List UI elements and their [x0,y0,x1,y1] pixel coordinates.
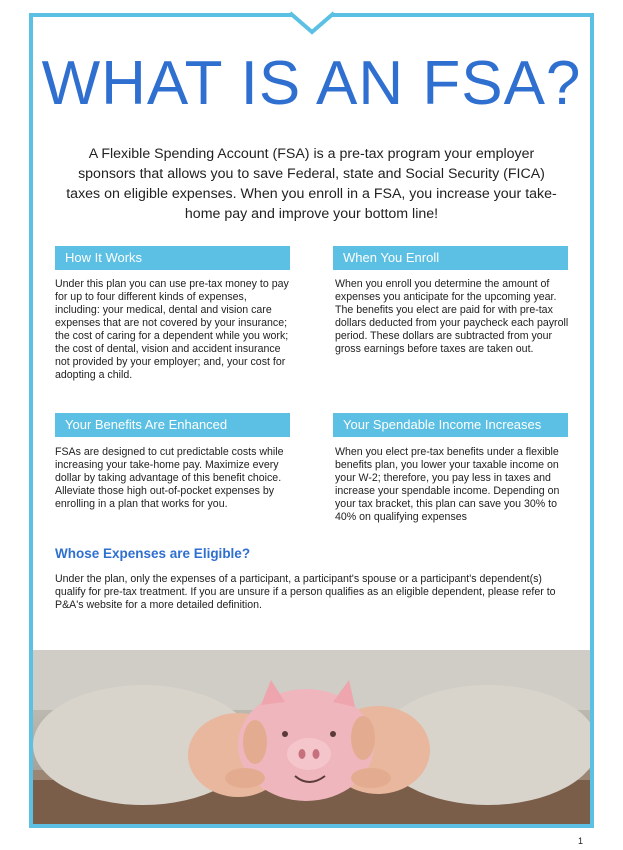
page-title: WHAT IS AN FSA? [41,49,582,118]
page-number: 1 [577,836,583,846]
piggy-bank-photo [33,650,590,824]
eligible-paragraph: Under the plan, only the expenses of a participant, a participant's spouse or a participant's dependent(s) qualify for pre-tax treatment. If you are unsure if a person qualifies as an eligible dependent, please refer to P&A's website for a more detailed definition. [55,573,556,611]
section-heading-benefits-enhanced: Your Benefits Are Enhanced [55,413,290,437]
piggy-bank-illustration [33,650,590,824]
section-body-how-it-works: Under this plan you can use pre-tax money to pay for up to four different kinds of expenses, including: your medical, dental and vision care expenses that are not covered by your insurance; the cost of caring for a dependent while you work; the cost of dental, vision and accident insurance not provided by your employer; and, your cost for adopting a child. [55,278,289,381]
section-heading-spendable-income: Your Spendable Income Increases [333,413,568,437]
section-body-benefits-enhanced: FSAs are designed to cut predictable costs while increasing your take-home pay. Maximize every dollar by taking advantage of this benefit choice. Alleviate those high out-of-pocket expenses by enrolling in a plan that works for you. [55,446,284,510]
frame-notch [290,10,334,36]
section-body-spendable-income: When you elect pre-tax benefits under a flexible benefits plan, you lower your taxable income on your W-2; therefore, you pay less in taxes and increase your spendable income. Depending on your tax bracket, this plan can save you 30% to 40% on qualifying expenses [335,446,560,523]
section-heading-when-you-enroll: When You Enroll [333,246,568,270]
section-body-when-you-enroll: When you enroll you determine the amount of expenses you anticipate for the upcoming year. The benefits you elect are paid for with pre-tax dollars deducted from your paycheck each payroll period. These dollars are subtracted from your gross earnings before taxes are taken out. [335,278,569,355]
eligible-heading: Whose Expenses are Eligible? [55,546,251,561]
intro-paragraph: A Flexible Spending Account (FSA) is a pre-tax program your employer sponsors that allows you to save Federal, state and Social Security (FICA) taxes on eligible expenses. When you enroll in a FSA, you increase your take-home pay and improve your bottom line! [66,146,557,222]
section-heading-how-it-works: How It Works [55,246,290,270]
